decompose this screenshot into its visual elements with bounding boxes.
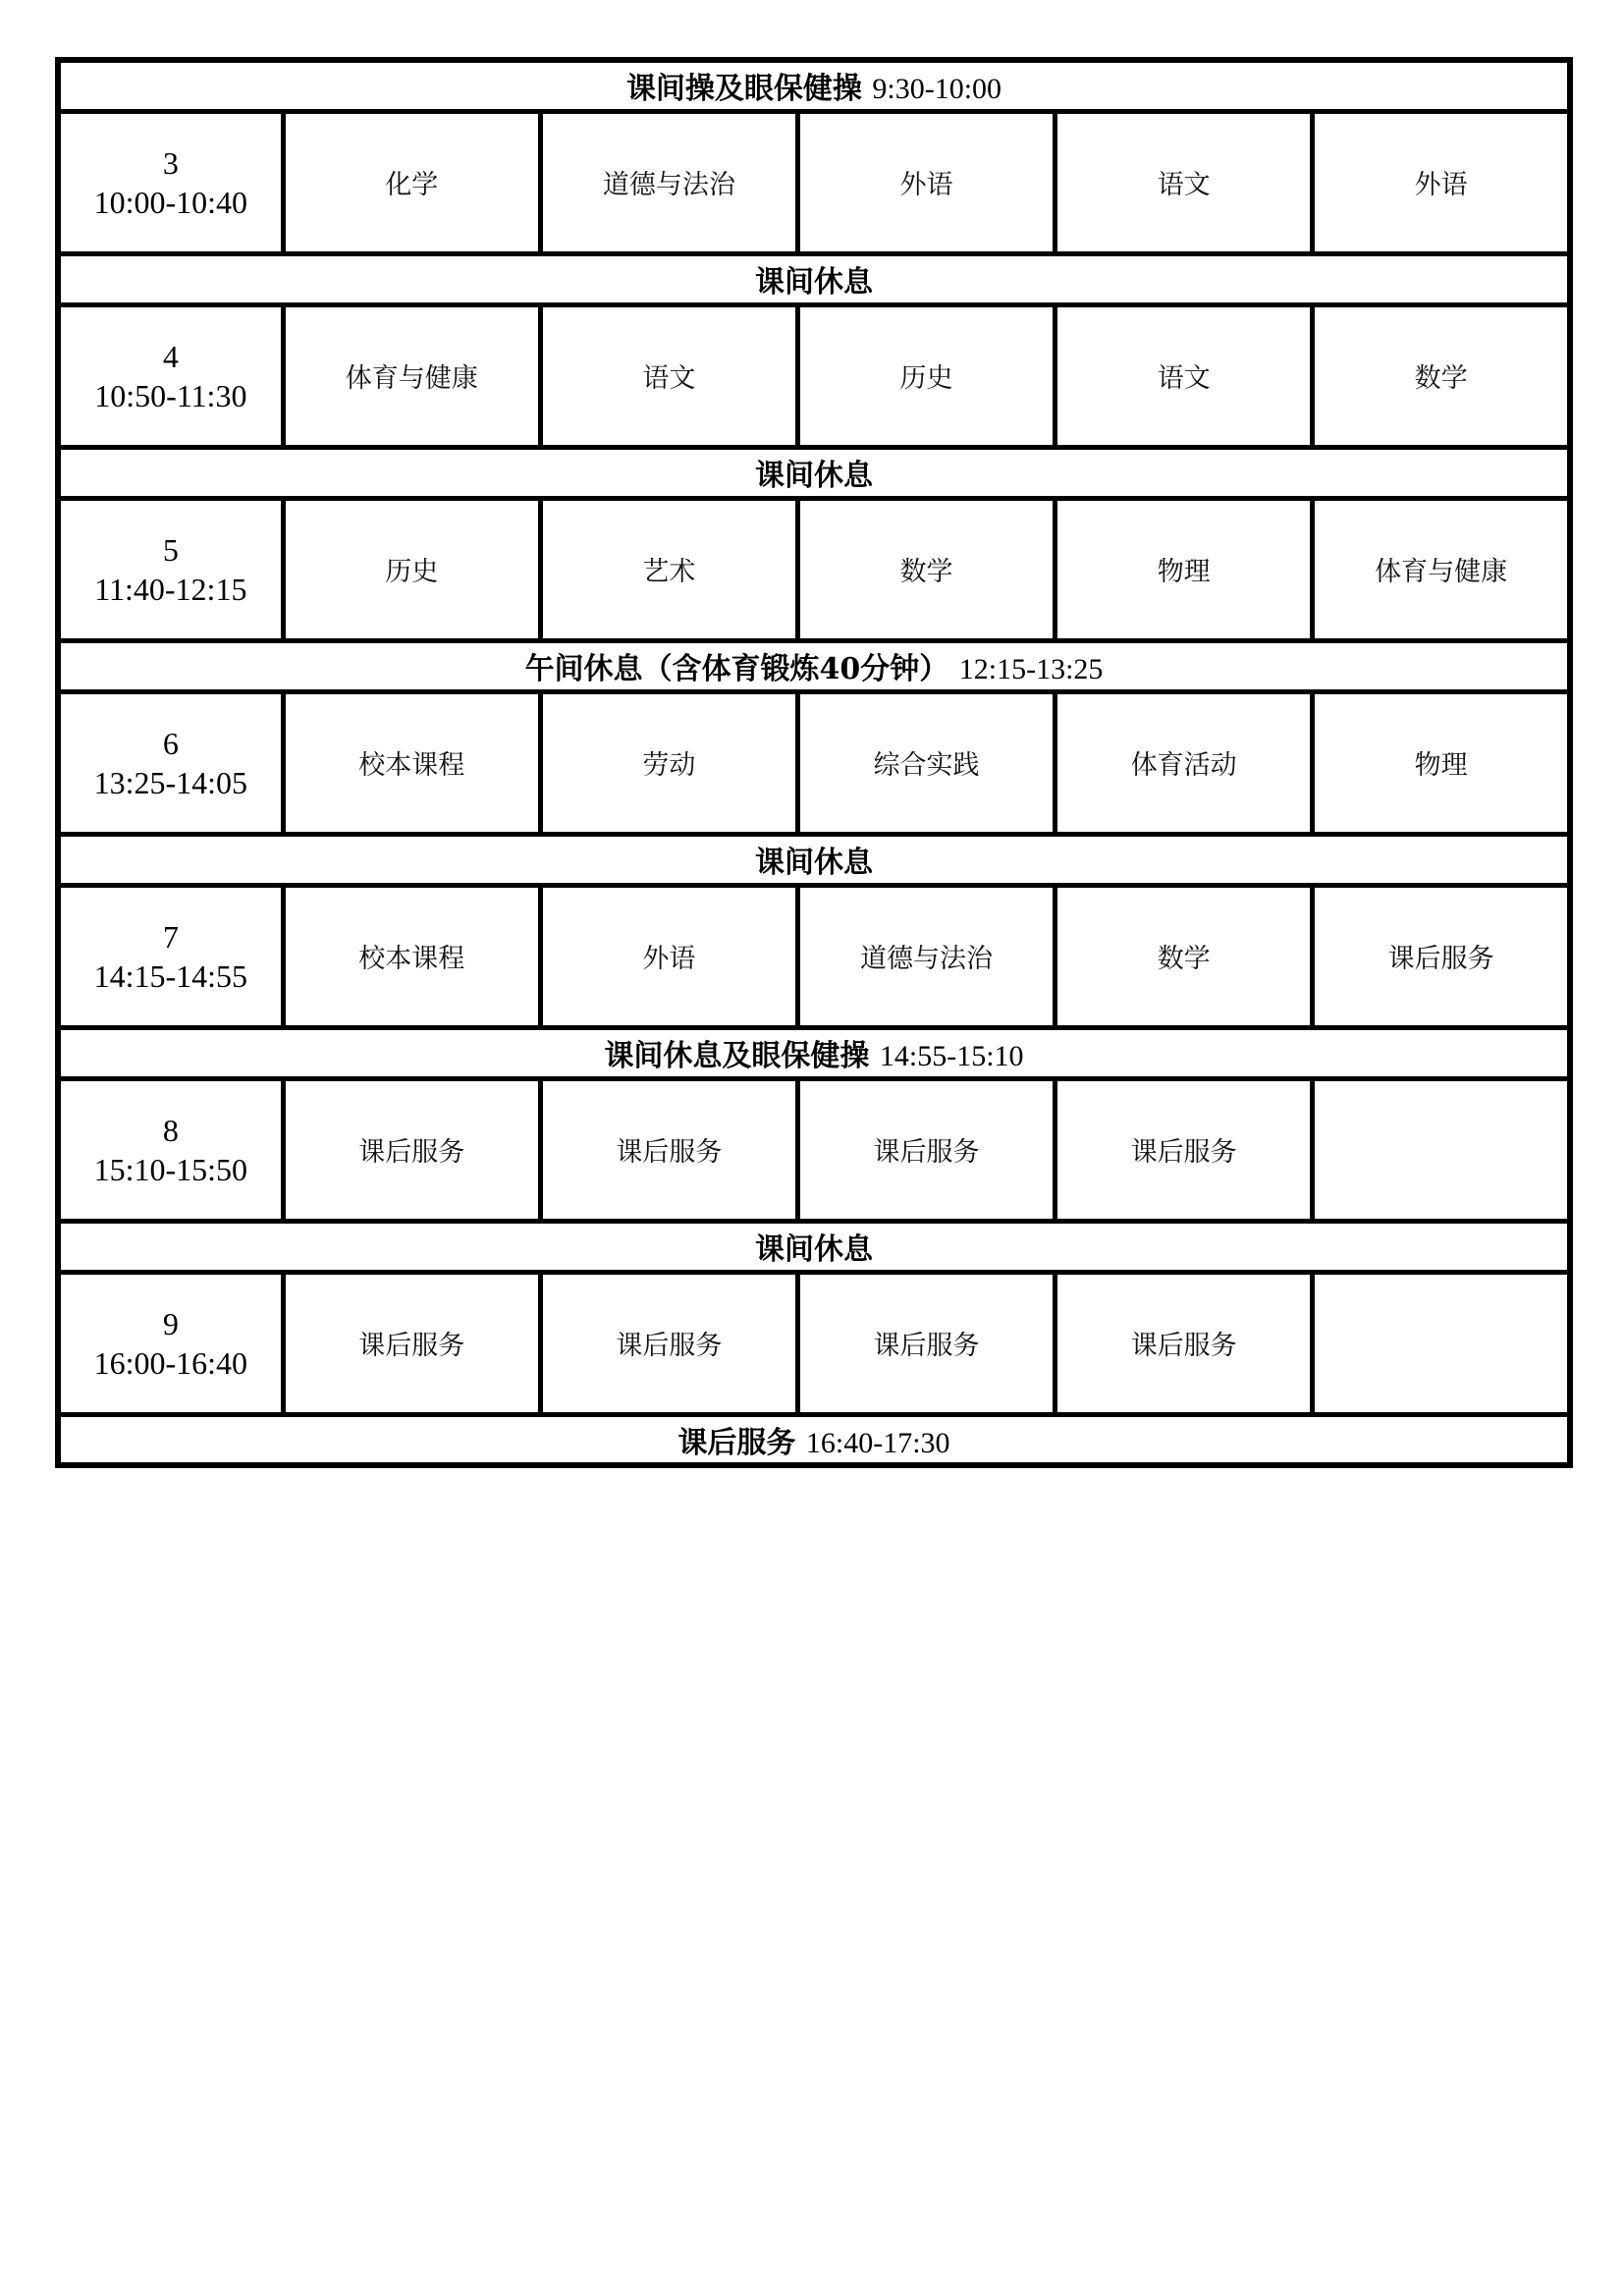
timetable-sheet [55,57,1573,1468]
period-time-cell [58,1078,283,1221]
subject-cell: 数学 [1313,304,1570,447]
period-row [58,691,1570,834]
period-time-cell [58,111,283,253]
period-row [58,304,1570,447]
period-row [58,1272,1570,1414]
period-time-cell [58,691,283,834]
subject-cell: 外语 [797,111,1055,253]
subject-cell: 化学 [283,111,540,253]
break-label: 课间休息 [755,265,873,300]
period-time: 13:25-14:05 [93,764,248,800]
subject-cell: 历史 [283,498,540,640]
break-label: 课间休息 [755,1232,873,1267]
subject-cell: 语文 [540,304,797,447]
subject-cell: 道德与法治 [797,885,1055,1027]
period-time: 15:10-15:50 [93,1151,248,1187]
break-row [58,834,1570,885]
break-cell [58,447,1570,498]
period-row [58,885,1570,1027]
break-cell [58,1221,1570,1272]
break-cell [58,1027,1570,1078]
period-number: 9 [162,1305,179,1341]
period-time-cell [58,304,283,447]
break-label: 课间操及眼保健操 [625,72,862,107]
break-time: 16:40-17:30 [805,1426,950,1459]
subject-cell: 课后服务 [540,1272,797,1414]
subject-cell: 课后服务 [797,1272,1055,1414]
subject-cell: 艺术 [540,498,797,640]
break-label: 午间休息（含体育锻炼40分钟） [524,652,949,686]
break-time: 12:15-13:25 [958,653,1104,685]
period-time-cell [58,885,283,1027]
after-school-row [58,1414,1570,1465]
subject-cell: 课后服务 [283,1078,540,1221]
period-number: 3 [162,144,179,181]
subject-cell: 劳动 [540,691,797,834]
subject-cell: 外语 [540,885,797,1027]
subject-cell: 校本课程 [283,885,540,1027]
subject-cell: 课后服务 [1056,1078,1313,1221]
period-number: 6 [162,725,179,761]
subject-cell: 体育与健康 [1313,498,1570,640]
schedule-body [58,60,1570,1465]
subject-cell: 体育与健康 [283,304,540,447]
schedule-table [55,57,1573,1468]
period-time: 10:00-10:40 [93,184,248,220]
subject-cell: 物理 [1313,691,1570,834]
empty-subject-cell [1313,1272,1570,1414]
lunch-break-row [58,640,1570,691]
subject-cell: 综合实践 [797,691,1055,834]
subject-cell: 课后服务 [1056,1272,1313,1414]
subject-cell: 外语 [1313,111,1570,253]
subject-cell: 课后服务 [1313,885,1570,1027]
period-time: 14:15-14:55 [93,957,248,994]
break-time: 9:30-10:00 [872,73,1002,106]
period-number: 8 [162,1112,179,1148]
period-time: 11:40-12:15 [94,571,247,607]
break-label: 课间休息 [755,459,873,493]
subject-cell: 道德与法治 [540,111,797,253]
subject-cell: 体育活动 [1056,691,1313,834]
subject-cell: 课后服务 [797,1078,1055,1221]
subject-cell: 课后服务 [540,1078,797,1221]
subject-cell: 课后服务 [283,1272,540,1414]
subject-cell: 历史 [797,304,1055,447]
break-row [58,447,1570,498]
break-row [58,60,1570,111]
period-number: 5 [162,531,179,568]
period-row [58,498,1570,640]
empty-subject-cell [1313,1078,1570,1221]
break-cell [58,60,1570,111]
break-row [58,253,1570,304]
subject-cell: 数学 [1056,885,1313,1027]
break-label: 课间休息及眼保健操 [604,1039,870,1073]
period-number: 7 [162,918,179,955]
subject-cell: 语文 [1056,304,1313,447]
break-cell [58,1414,1570,1465]
break-label: 课间休息 [755,846,873,880]
period-time: 16:00-16:40 [93,1344,248,1381]
subject-cell: 数学 [797,498,1055,640]
break-cell [58,253,1570,304]
break-cell [58,834,1570,885]
period-number: 4 [162,338,179,374]
period-time-cell [58,498,283,640]
break-time: 14:55-15:10 [879,1040,1024,1072]
break-cell [58,640,1570,691]
period-row [58,1078,1570,1221]
break-label: 课后服务 [677,1425,796,1460]
subject-cell: 语文 [1056,111,1313,253]
period-time-cell [58,1272,283,1414]
period-row [58,111,1570,253]
break-row [58,1221,1570,1272]
subject-cell: 校本课程 [283,691,540,834]
period-time: 10:50-11:30 [94,377,247,413]
break-row [58,1027,1570,1078]
subject-cell: 物理 [1056,498,1313,640]
